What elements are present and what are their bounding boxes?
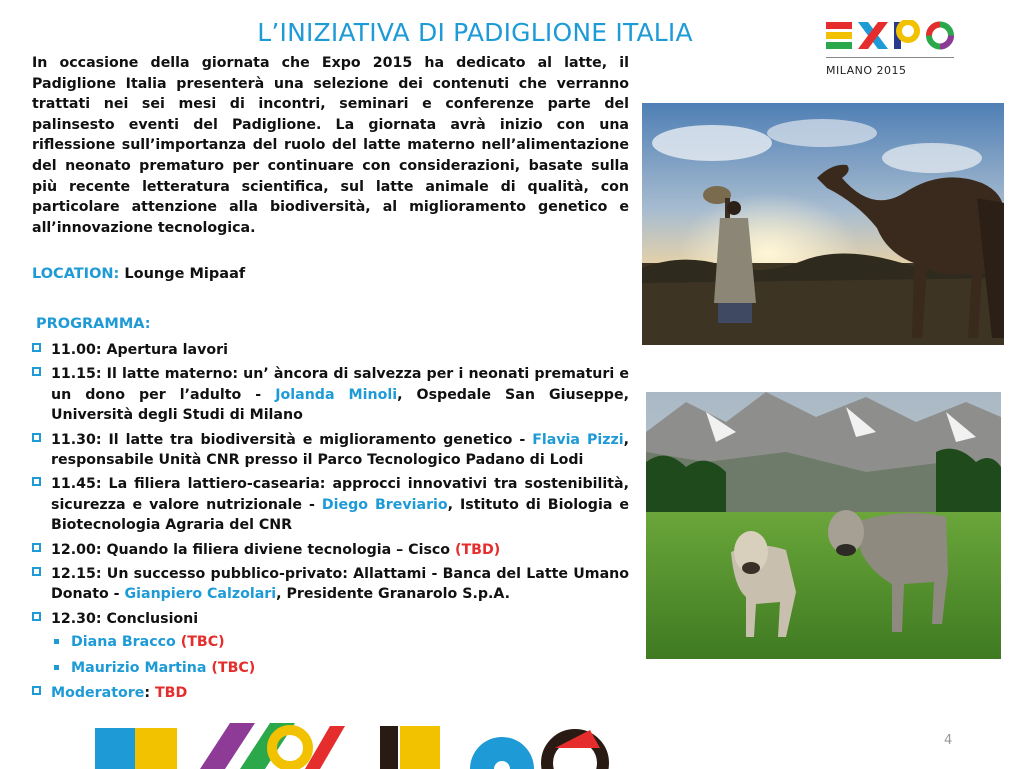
program-item bbox=[32, 609, 629, 678]
conclusions-speakers bbox=[51, 632, 629, 678]
speaker-name: Maurizio Martina bbox=[71, 659, 212, 676]
intro-paragraph: In occasione della giornata che Expo 2015 ha dedicato al latte, il Padiglione Italia presenterà una selezione dei contenuti che verranno trattati nei sei mesi di incontri, seminari e conferenze parte del palinsesto eventi del Padiglione. La giornata avrà inizio con una riflessione sull’importanza del ruolo del latte materno nell’alimentazione del neonato prematuro per continuare con considerazioni, basate sulla più recente letteratura scientifica, sul latte animale di qualità, con particolare attenzione alla biodiversità, al miglioramento genetico e all’innovazione tecnologica. bbox=[32, 55, 629, 236]
logo-caption: MILANO 2015 bbox=[826, 64, 907, 77]
program-item-text: 12.30: Conclusioni bbox=[51, 610, 199, 627]
program-item-text: 11.30: Il latte tra biodiversità e miglioramento genetico - bbox=[51, 431, 533, 448]
program-item bbox=[32, 474, 629, 535]
checkbox-bullet-icon bbox=[32, 686, 41, 695]
checkbox-bullet-icon bbox=[32, 343, 41, 352]
moderator-label: Moderatore bbox=[51, 685, 145, 702]
checkbox-bullet-icon bbox=[32, 567, 41, 576]
program-list bbox=[32, 340, 629, 708]
program-item bbox=[32, 564, 629, 605]
program-item bbox=[32, 340, 629, 360]
program-heading: PROGRAMMA: bbox=[36, 316, 151, 332]
list-item bbox=[51, 632, 629, 652]
list-item bbox=[51, 658, 629, 678]
page-title: L’INIZIATIVA DI PADIGLIONE ITALIA bbox=[257, 18, 693, 47]
status-badge: TBD bbox=[155, 685, 188, 702]
speaker-affiliation: , responsabile Unità CNR presso il Parco Tecnologico Padano di Lodi bbox=[51, 431, 629, 469]
program-item-text: 12.15: Un successo pubblico-privato: Allattami - Banca del Latte Umano Donato - bbox=[51, 566, 629, 603]
speaker-name: Jolanda Minoli bbox=[275, 386, 398, 403]
status-badge: (TBC) bbox=[211, 659, 256, 676]
program-item-text: 12.00: Quando la filiera diviene tecnologia – Cisco bbox=[51, 541, 455, 558]
checkbox-bullet-icon bbox=[32, 367, 41, 376]
program-item-text: 11.00: Apertura lavori bbox=[51, 342, 228, 358]
program-item bbox=[32, 430, 629, 471]
location-value: Lounge Mipaaf bbox=[119, 266, 246, 282]
checkbox-bullet-icon bbox=[32, 543, 41, 552]
speaker-name: Flavia Pizzi bbox=[532, 431, 624, 448]
status-badge: (TBD) bbox=[454, 541, 501, 558]
checkbox-bullet-icon bbox=[32, 612, 41, 621]
square-bullet-icon bbox=[54, 639, 59, 644]
status-badge: (TBC) bbox=[180, 634, 225, 651]
program-item bbox=[32, 540, 629, 560]
program-item bbox=[32, 364, 629, 425]
page-number: 4 bbox=[944, 733, 953, 748]
speaker-affiliation: , Ospedale San Giuseppe, Università degli Studi di Milano bbox=[51, 386, 629, 424]
expo-decorative-letters bbox=[90, 718, 610, 769]
program-item bbox=[32, 683, 629, 703]
program-item-text: 11.45: La filiera lattiero-casearia: approcci innovativi tra sostenibilità, sicurezza e valore nutrizionale - bbox=[51, 476, 629, 513]
speaker-name: Diego Breviario bbox=[321, 496, 448, 513]
checkbox-bullet-icon bbox=[32, 477, 41, 486]
program-item-text: 11.15: Il latte materno: un’ àncora di salvezza per i neonati prematuri e un dono per l’adulto - bbox=[51, 366, 629, 403]
alpine-cows-photo bbox=[646, 392, 1001, 659]
moderator-colon: : bbox=[144, 685, 155, 702]
checkbox-bullet-icon bbox=[32, 433, 41, 442]
speaker-name: Diana Bracco bbox=[71, 634, 181, 651]
location-label: LOCATION: bbox=[32, 266, 120, 282]
speaker-affiliation: , Presidente Granarolo S.p.A. bbox=[276, 586, 511, 603]
speaker-affiliation: , Istituto di Biologia e Biotecnologia Agraria del CNR bbox=[51, 496, 629, 534]
camel-herder-photo bbox=[642, 103, 1004, 345]
speaker-name: Gianpiero Calzolari bbox=[124, 586, 277, 603]
location-line bbox=[32, 266, 245, 282]
square-bullet-icon bbox=[54, 665, 59, 670]
